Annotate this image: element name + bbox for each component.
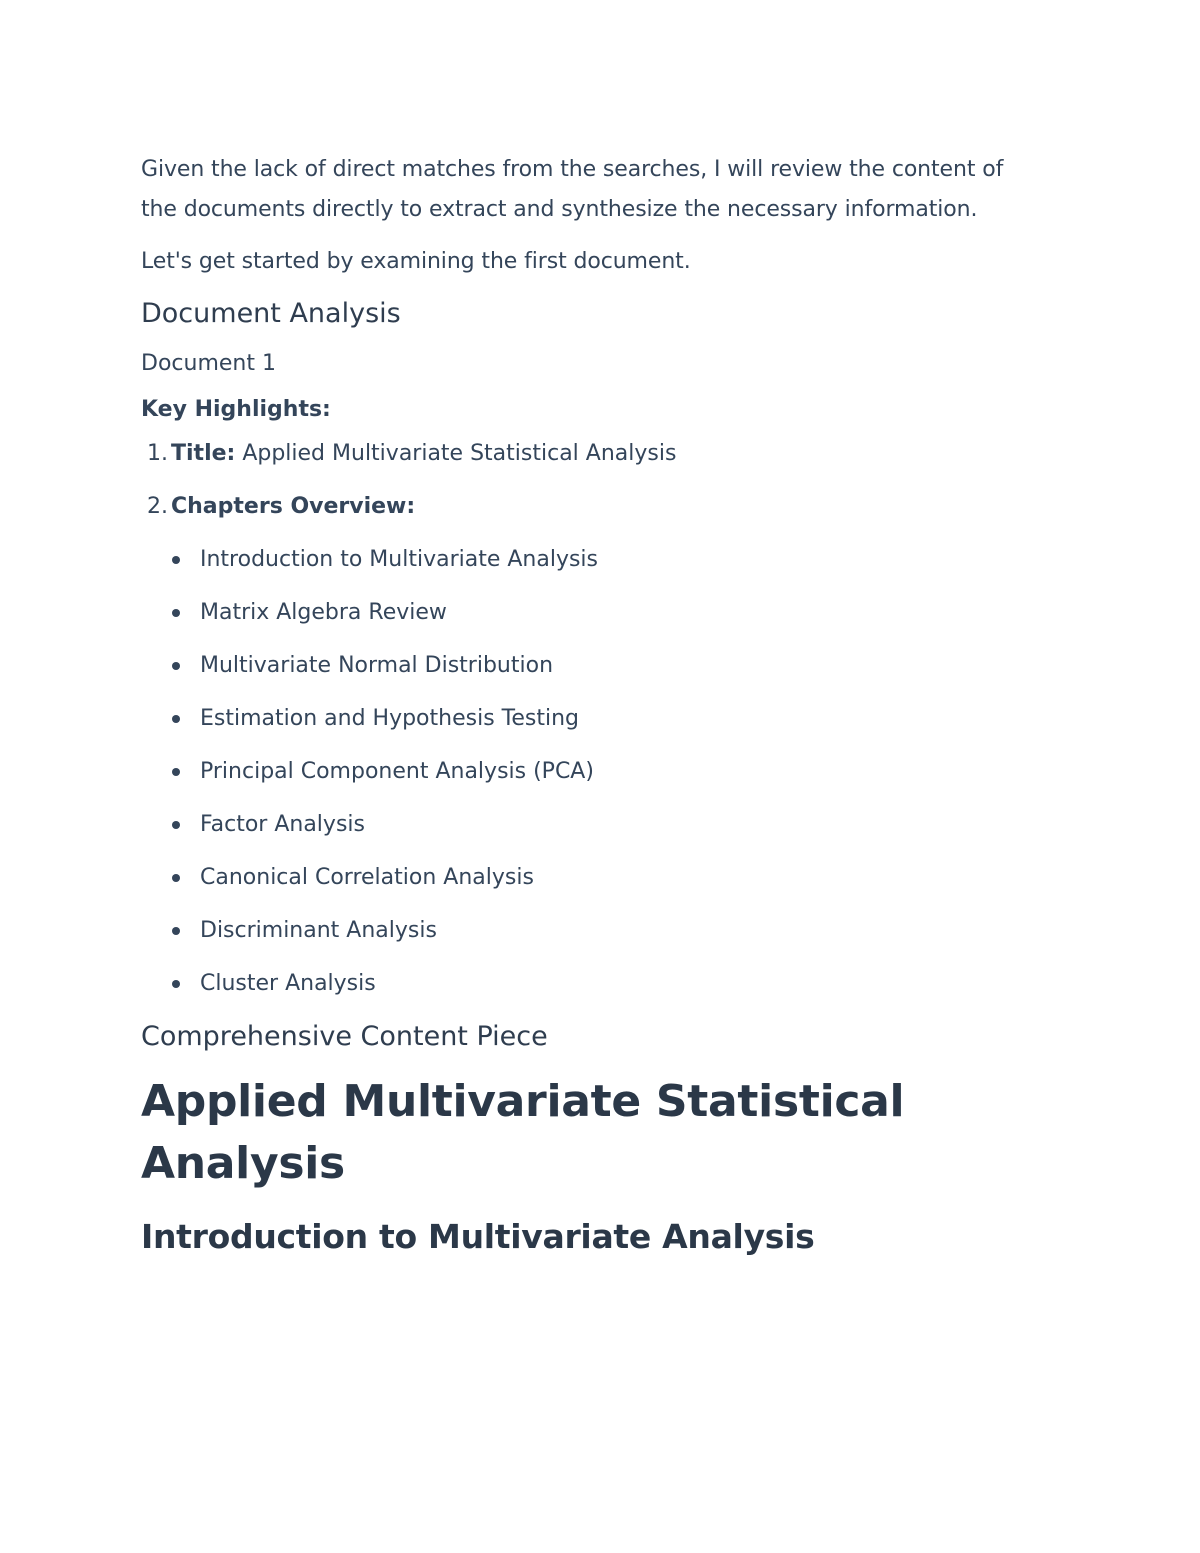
content-piece-heading: Comprehensive Content Piece: [141, 1021, 548, 1052]
highlights-list: [141, 434, 1041, 527]
bullet-icon: [172, 874, 180, 882]
list-item: [141, 911, 1041, 951]
highlight-label: Title:: [171, 441, 236, 466]
chapter-label: Principal Component Analysis (PCA): [200, 759, 594, 784]
document-label: Document 1: [141, 351, 276, 376]
bullet-icon: [172, 662, 180, 670]
chapter-label: Discriminant Analysis: [200, 918, 437, 943]
bullet-icon: [172, 609, 180, 617]
highlight-label: Chapters Overview:: [171, 494, 416, 519]
highlight-item-chapters: [147, 487, 1041, 527]
chapter-label: Estimation and Hypothesis Testing: [200, 706, 579, 731]
section-title: Introduction to Multivariate Analysis: [141, 1217, 815, 1256]
key-highlights-label: Key Highlights:: [141, 397, 331, 422]
highlight-value: Applied Multivariate Statistical Analysis: [235, 441, 677, 466]
chapter-label: Matrix Algebra Review: [200, 600, 447, 625]
list-item: [141, 646, 1041, 686]
chapter-label: Factor Analysis: [200, 812, 365, 837]
chapters-list: [141, 540, 1041, 1004]
list-item: [141, 964, 1041, 1004]
chapter-label: Introduction to Multivariate Analysis: [200, 547, 599, 572]
list-item: [141, 699, 1041, 739]
list-number: 2.: [147, 494, 168, 519]
list-item: [141, 593, 1041, 633]
list-item: [141, 858, 1041, 898]
chapter-label: Cluster Analysis: [200, 971, 376, 996]
intro-followup-paragraph: Let's get started by examining the first document.: [141, 249, 691, 274]
list-item: [141, 752, 1041, 792]
document-page: [141, 150, 1041, 1261]
bullet-icon: [172, 768, 180, 776]
bullet-icon: [172, 715, 180, 723]
page-title: Applied Multivariate Statistical Analysis: [141, 1076, 905, 1189]
list-item: [141, 540, 1041, 580]
bullet-icon: [172, 927, 180, 935]
list-item: [141, 805, 1041, 845]
intro-paragraph: Given the lack of direct matches from the searches, I will review the content of the documents directly to extract and synthesize the necessary information.: [141, 157, 1004, 222]
bullet-icon: [172, 821, 180, 829]
bullet-icon: [172, 556, 180, 564]
chapter-label: Multivariate Normal Distribution: [200, 653, 554, 678]
highlight-item-title: [147, 434, 1041, 474]
list-number: 1.: [147, 441, 168, 466]
bullet-icon: [172, 980, 180, 988]
chapter-label: Canonical Correlation Analysis: [200, 865, 534, 890]
document-analysis-heading: Document Analysis: [141, 298, 401, 329]
